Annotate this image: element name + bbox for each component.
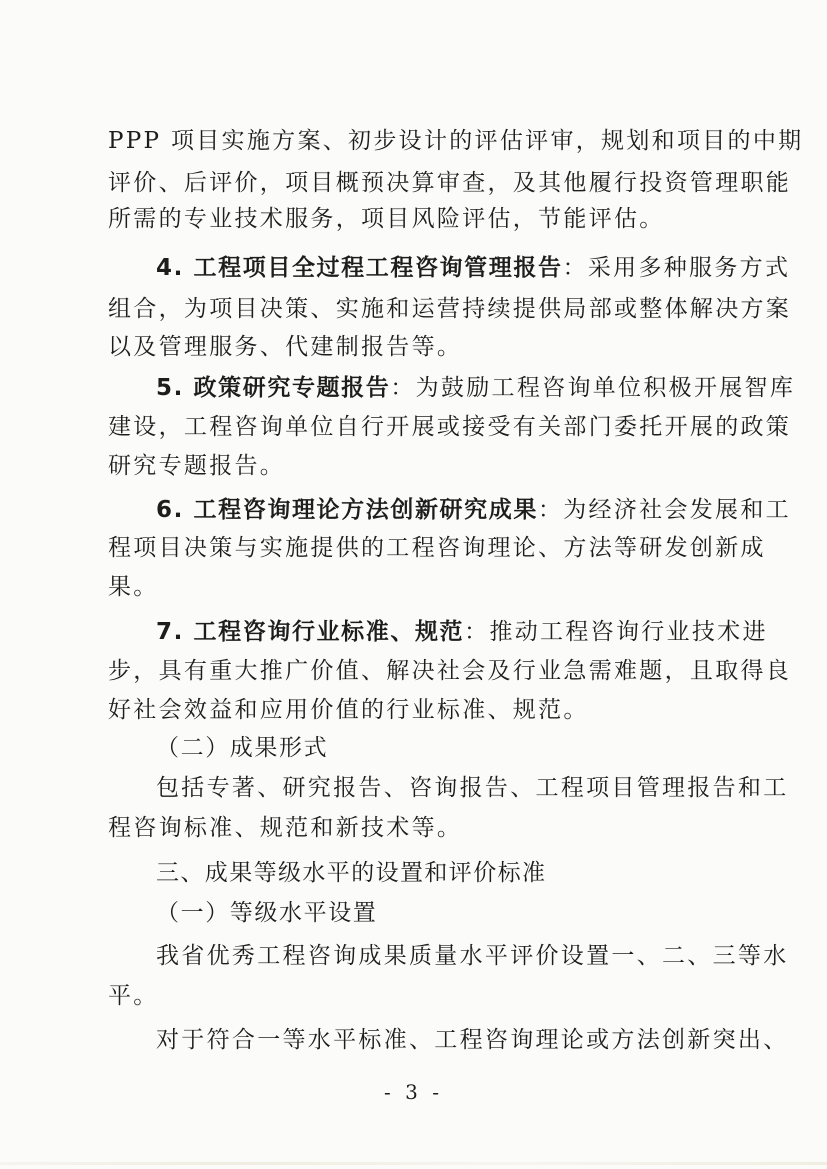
section-3-heading: 三、成果等级水平的设置和评价标准 [156, 860, 547, 886]
item-7-lead: ：推动工程咨询行业技术进 [464, 619, 768, 645]
levels-text-line-2: 平。 [108, 983, 159, 1009]
item-6-lead: ：为经济社会发展和工 [537, 497, 791, 523]
continuation-line-3: 所需的专业技术服务，项目风险评估，节能评估。 [108, 206, 665, 232]
item-4-first-line [156, 248, 791, 288]
item-7-line-2: 步，具有重大推广价值、解决社会及行业急需难题，且取得良 [108, 658, 792, 684]
closing-line: 对于符合一等水平标准、工程咨询理论或方法创新突出、 [156, 1027, 789, 1053]
page-number: - 3 - [384, 1080, 443, 1104]
item-4-line-3: 以及管理服务、代建制报告等。 [108, 334, 463, 360]
continuation-line-1: PPP 项目实施方案、初步设计的评估评审，规划和项目的中期 [108, 128, 804, 154]
form-text-line-1: 包括专著、研究报告、咨询报告、工程项目管理报告和工 [156, 775, 789, 801]
form-text-line-2: 程咨询标准、规范和新技术等。 [108, 815, 463, 841]
item-6-title: 6. 工程咨询理论方法创新研究成果 [156, 497, 538, 523]
item-7-line-3: 好社会效益和应用价值的行业标准、规范。 [108, 697, 589, 723]
subheading-results-form: （二）成果形式 [156, 735, 329, 761]
item-5-line-2: 建设，工程咨询单位自行开展或接受有关部门委托开展的政策 [108, 414, 792, 440]
item-5-title: 5. 政策研究专题报告 [156, 375, 391, 401]
item-5-first-line [156, 368, 796, 408]
levels-text-line-1: 我省优秀工程咨询成果质量水平评价设置一、二、三等水 [156, 943, 789, 969]
item-5-line-3: 研究专题报告。 [108, 453, 286, 479]
scan-edge-artifact [0, 1162, 827, 1165]
item-4-title: 4. 工程项目全过程工程咨询管理报告 [156, 255, 563, 281]
item-4-lead: ：采用多种服务方式 [562, 255, 791, 281]
subheading-level-settings: （一）等级水平设置 [156, 900, 378, 926]
continuation-line-2: 评价、后评价，项目概预决算审查，及其他履行投资管理职能 [108, 170, 792, 196]
item-5-lead: ：为鼓励工程咨询单位积极开展智库 [390, 375, 796, 401]
item-6-line-2: 程项目决策与实施提供的工程咨询理论、方法等研发创新成 [108, 535, 766, 561]
item-7-title: 7. 工程咨询行业标准、规范 [156, 619, 465, 645]
item-6-line-3: 果。 [108, 574, 159, 600]
item-7-first-line [156, 612, 768, 652]
item-6-first-line [156, 490, 791, 530]
item-4-line-2: 组合，为项目决策、实施和运营持续提供局部或整体解决方案 [108, 296, 792, 322]
